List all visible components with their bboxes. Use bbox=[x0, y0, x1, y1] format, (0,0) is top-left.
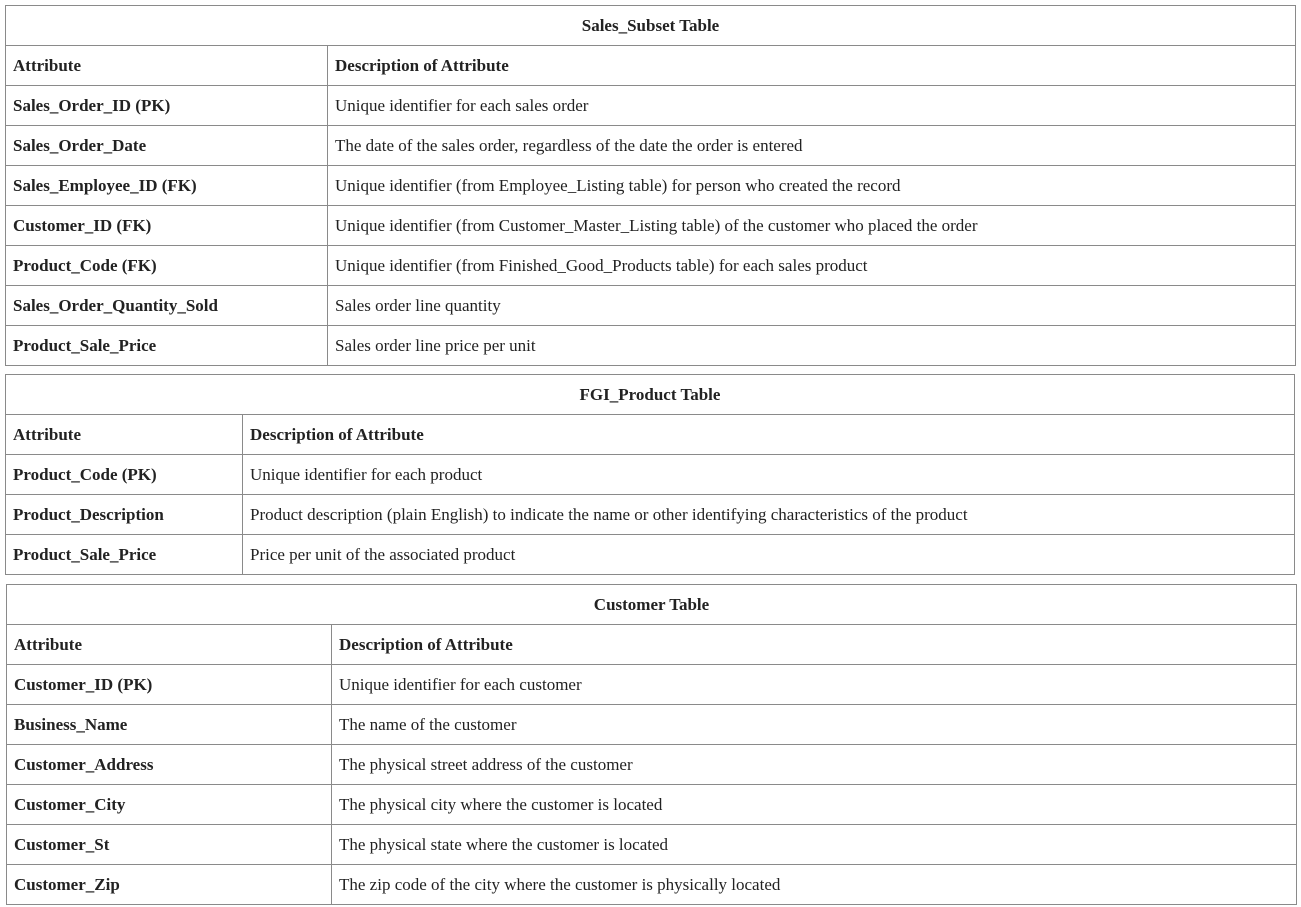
attribute-name: Sales_Order_ID (PK) bbox=[6, 86, 328, 126]
attribute-description: Unique identifier (from Employee_Listing table) for person who created the record bbox=[328, 166, 1296, 206]
table-row bbox=[6, 286, 1296, 326]
attribute-description: Price per unit of the associated product bbox=[243, 535, 1295, 575]
table-row bbox=[6, 535, 1295, 575]
attribute-name: Customer_ID (PK) bbox=[7, 665, 332, 705]
attribute-description: Sales order line quantity bbox=[328, 286, 1296, 326]
table-title-row bbox=[6, 375, 1295, 415]
table-row bbox=[7, 745, 1297, 785]
table-title: Sales_Subset Table bbox=[6, 6, 1296, 46]
attribute-description: Product description (plain English) to indicate the name or other identifying characteristics of the product bbox=[243, 495, 1295, 535]
attribute-description: The physical street address of the customer bbox=[332, 745, 1297, 785]
attribute-name: Customer_St bbox=[7, 825, 332, 865]
customer-table bbox=[6, 584, 1297, 905]
attribute-description: Sales order line price per unit bbox=[328, 326, 1296, 366]
fgi-product-table bbox=[5, 374, 1295, 575]
table-row bbox=[7, 785, 1297, 825]
column-header-row bbox=[7, 625, 1297, 665]
attribute-name: Product_Code (PK) bbox=[6, 455, 243, 495]
table-row bbox=[6, 455, 1295, 495]
table-row bbox=[6, 126, 1296, 166]
table-row bbox=[7, 665, 1297, 705]
column-header-row bbox=[6, 46, 1296, 86]
description-column-header: Description of Attribute bbox=[243, 415, 1295, 455]
attribute-name: Product_Sale_Price bbox=[6, 326, 328, 366]
description-column-header: Description of Attribute bbox=[328, 46, 1296, 86]
attribute-description: Unique identifier (from Finished_Good_Products table) for each sales product bbox=[328, 246, 1296, 286]
table-row bbox=[7, 825, 1297, 865]
attribute-description: Unique identifier for each sales order bbox=[328, 86, 1296, 126]
table-title: FGI_Product Table bbox=[6, 375, 1295, 415]
attribute-name: Sales_Employee_ID (FK) bbox=[6, 166, 328, 206]
attribute-name: Customer_ID (FK) bbox=[6, 206, 328, 246]
table-title-row bbox=[7, 585, 1297, 625]
table-row bbox=[6, 166, 1296, 206]
attribute-description: The name of the customer bbox=[332, 705, 1297, 745]
attribute-description: Unique identifier for each customer bbox=[332, 665, 1297, 705]
attribute-name: Customer_City bbox=[7, 785, 332, 825]
attribute-description: Unique identifier (from Customer_Master_Listing table) of the customer who placed the order bbox=[328, 206, 1296, 246]
table-title: Customer Table bbox=[7, 585, 1297, 625]
table-row bbox=[6, 206, 1296, 246]
table-row bbox=[6, 326, 1296, 366]
sales-subset-table bbox=[5, 5, 1296, 366]
attribute-description: The date of the sales order, regardless of the date the order is entered bbox=[328, 126, 1296, 166]
attribute-column-header: Attribute bbox=[6, 46, 328, 86]
table-row bbox=[6, 495, 1295, 535]
attribute-name: Sales_Order_Date bbox=[6, 126, 328, 166]
table-row bbox=[7, 705, 1297, 745]
table-row bbox=[7, 865, 1297, 905]
attribute-name: Product_Sale_Price bbox=[6, 535, 243, 575]
attribute-column-header: Attribute bbox=[7, 625, 332, 665]
attribute-name: Sales_Order_Quantity_Sold bbox=[6, 286, 328, 326]
attribute-description: The physical state where the customer is located bbox=[332, 825, 1297, 865]
attribute-description: The zip code of the city where the customer is physically located bbox=[332, 865, 1297, 905]
attribute-column-header: Attribute bbox=[6, 415, 243, 455]
table-row bbox=[6, 246, 1296, 286]
attribute-description: Unique identifier for each product bbox=[243, 455, 1295, 495]
attribute-name: Product_Code (FK) bbox=[6, 246, 328, 286]
attribute-name: Business_Name bbox=[7, 705, 332, 745]
table-title-row bbox=[6, 6, 1296, 46]
attribute-description: The physical city where the customer is located bbox=[332, 785, 1297, 825]
attribute-name: Customer_Zip bbox=[7, 865, 332, 905]
table-row bbox=[6, 86, 1296, 126]
attribute-name: Customer_Address bbox=[7, 745, 332, 785]
column-header-row bbox=[6, 415, 1295, 455]
description-column-header: Description of Attribute bbox=[332, 625, 1297, 665]
attribute-name: Product_Description bbox=[6, 495, 243, 535]
